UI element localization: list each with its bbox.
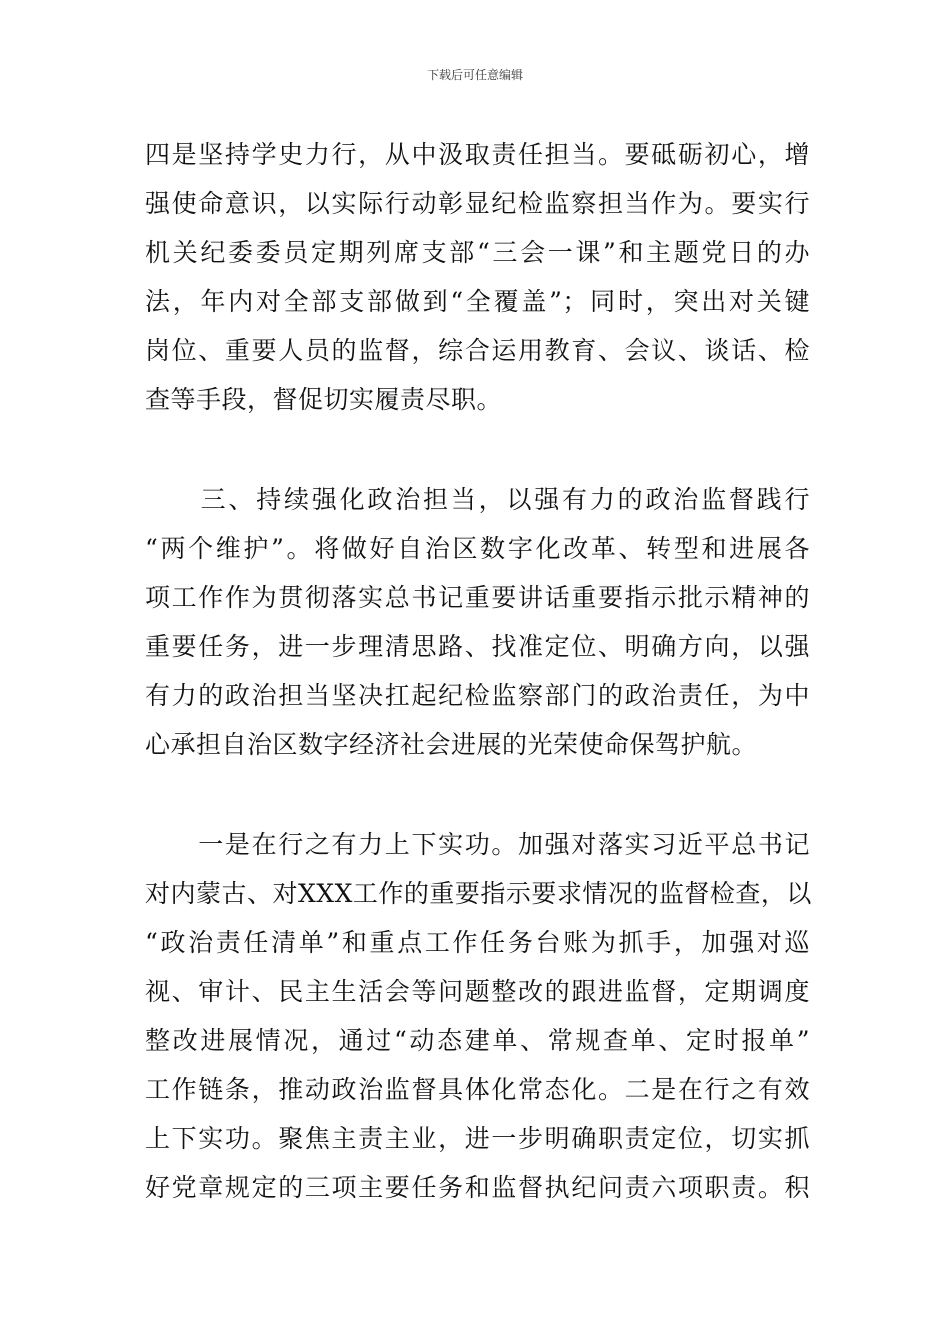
text-line: 重要任务，进一步理清思路、找准定位、明确方向，以强 [145,632,810,661]
text-line: 一是在行之有力上下实功。加强对落实习近平总书记 [145,830,810,859]
text-line: 上下实功。聚焦主责主业，进一步明确职责定位，切实抓 [145,1124,810,1153]
text-line: 整改进展情况，通过“动态建单、常规查单、定时报单” [145,1026,810,1055]
text-line: 对内蒙古、对XXX工作的重要指示要求情况的监督检查，以 [145,879,812,908]
paragraph-four-persist [145,130,810,424]
header-note: 下载后可任意编辑 [426,68,523,82]
paragraph-section-three [145,475,810,769]
text-line: 有力的政治担当坚决扛起纪检监察部门的政治责任，为中 [145,681,810,710]
text-line: 四是坚持学史力行，从中汲取责任担当。要砥砺初心，增 [145,140,810,169]
text-line: 岗位、重要人员的监督，综合运用教育、会议、谈话、检 [145,336,810,365]
text-line: 查等手段，督促切实履责尽职。 [145,385,503,414]
text-line: 心承担自治区数字经济社会进展的光荣使命保驾护航。 [145,730,758,759]
text-line: 法，年内对全部支部做到“全覆盖”；同时，突出对关键 [145,287,810,316]
text-line: “两个维护”。将做好自治区数字化改革、转型和进展各 [145,534,810,563]
text-line: 强使命意识，以实际行动彰显纪检监察担当作为。要实行 [145,189,810,218]
text-line: 机关纪委委员定期列席支部“三会一课”和主题党日的办 [145,238,810,267]
paragraph-one-effort [145,820,810,1212]
text-line: 项工作作为贯彻落实总书记重要讲话重要指示批示精神的 [145,583,810,612]
text-line: 工作链条，推动政治监督具体化常态化。二是在行之有效 [145,1075,810,1104]
text-line: 三、持续强化政治担当，以强有力的政治监督践行 [145,485,810,514]
text-line: 好党章规定的三项主要任务和监督执纪问责六项职责。积 [145,1173,810,1202]
text-line: “政治责任清单”和重点工作任务台账为抓手，加强对巡 [145,928,810,957]
text-line: 视、审计、民主生活会等问题整改的跟进监督，定期调度 [145,977,810,1006]
